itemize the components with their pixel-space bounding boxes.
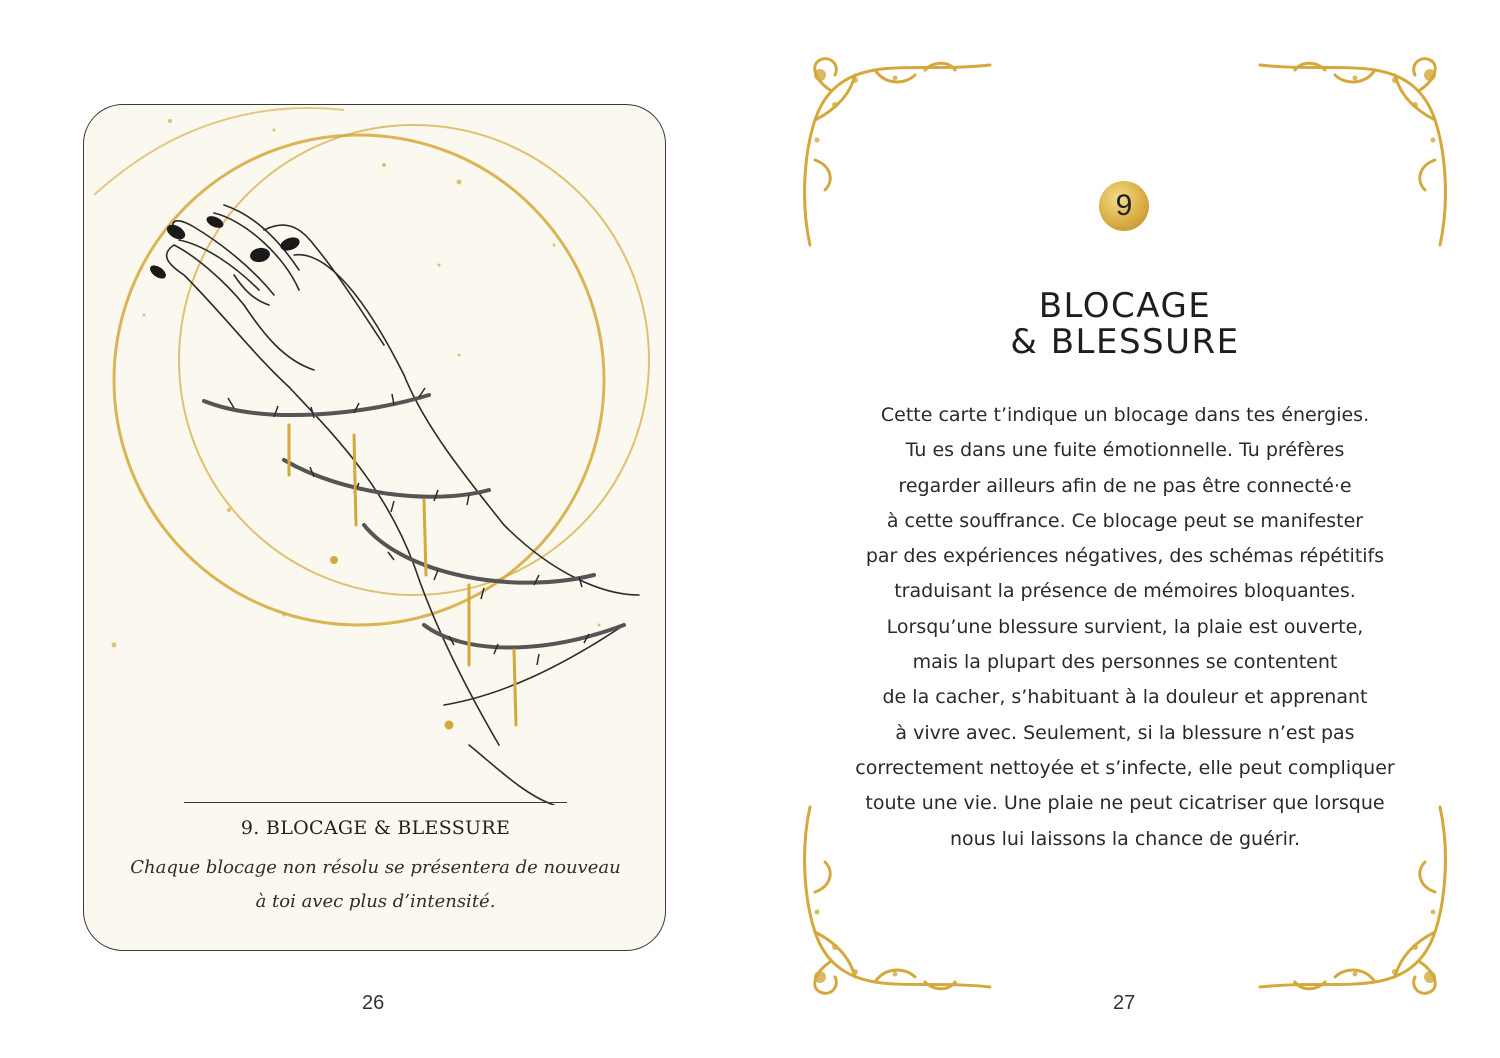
title-line: BLOCAGE: [1038, 286, 1212, 326]
card-title: 9. BLOCAGE & BLESSURE: [240, 817, 511, 839]
title-line: & BLESSURE: [1010, 322, 1240, 362]
text-line: nous lui laissons la chance de guérir.: [950, 827, 1300, 850]
text-line: à cette souffrance. Ce blocage peut se manifester: [886, 509, 1364, 532]
page-number-left: 26: [362, 992, 385, 1014]
text-line: toute une vie. Une plaie ne peut cicatriser que lorsque: [865, 792, 1385, 815]
text-line: Tu es dans une fuite émotionnelle. Tu préfères: [905, 439, 1345, 462]
card-number-badge: 9: [1099, 181, 1149, 231]
oracle-card: [83, 104, 666, 951]
text-line: par des expériences négatives, des schémas répétitifs: [865, 545, 1385, 568]
card-divider: [184, 802, 567, 803]
text-line: Cette carte t’indique un blocage dans tes énergies.: [880, 404, 1370, 426]
text-line: traduisant la présence de mémoires bloquantes.: [894, 580, 1356, 603]
text-line: à vivre avec. Seulement, si la blessure n’est pas: [895, 721, 1355, 744]
text-line: regarder ailleurs afin de ne pas être connecté·e: [898, 474, 1352, 497]
card-quote-line: à toi avec plus d’intensité.: [255, 891, 496, 912]
card-quote: [124, 851, 627, 919]
gold-filigree-corner-icon: [795, 50, 995, 250]
hand-bound-by-thorny-vine-icon: [84, 105, 666, 805]
description-text: [845, 398, 1405, 857]
gold-filigree-corner-icon: [1255, 50, 1455, 250]
card-quote-line: Chaque blocage non résolu se présentera de nouveau: [130, 857, 621, 878]
page-title: [750, 288, 1500, 360]
text-line: mais la plupart des personnes se contentent: [912, 651, 1338, 674]
page-number-right: 27: [1113, 992, 1136, 1014]
text-line: correctement nettoyée et s’infecte, elle peut compliquer: [855, 756, 1395, 779]
text-line: de la cacher, s’habituant à la douleur et apprenant: [882, 686, 1368, 709]
text-line: Lorsqu’une blessure survient, la plaie est ouverte,: [886, 615, 1364, 638]
right-page: [750, 0, 1500, 1058]
